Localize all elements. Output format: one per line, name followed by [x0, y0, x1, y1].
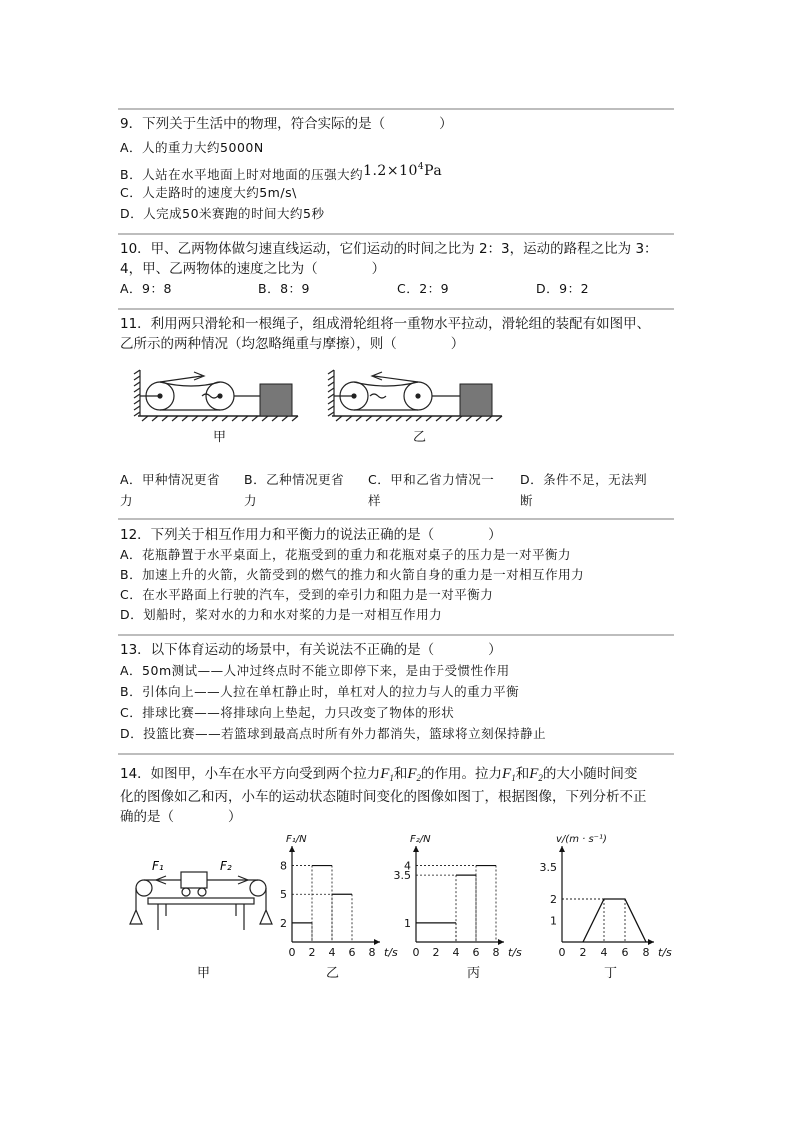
q14-f1-symbol	[502, 766, 516, 782]
x-tick-label: 8	[492, 946, 500, 959]
x-axis-label: t/s	[658, 946, 672, 959]
q11-option-d-line2[interactable]: 断	[520, 493, 534, 508]
pulley-figure-jia	[132, 366, 302, 426]
x-tick-label: 2	[579, 946, 587, 959]
f-sub: 2	[416, 773, 422, 783]
q11-stem-line1: 11．利用两只滑轮和一根绳子，组成滑轮组将一重物水平拉动，滑轮组的装配有如图甲、	[120, 316, 651, 332]
x-tick-label: 6	[472, 946, 480, 959]
q9-pressure-value	[363, 163, 442, 179]
x-axis-label: t/s	[508, 946, 522, 959]
q9-pressure-exp: 4	[417, 162, 425, 172]
q14-fig-label-jia: 甲	[197, 966, 211, 981]
q13-option-d[interactable]: D．投篮比赛——若篮球到最高点时所有外力都消失，篮球将立刻保持静止	[120, 726, 547, 741]
q10-option-b[interactable]: B．8：9	[258, 281, 310, 296]
q11-fig-label-yi: 乙	[413, 430, 427, 445]
q11-stem-line2: 乙所示的两种情况（均忽略绳重与摩擦），则（ ）	[120, 336, 465, 352]
q14-stem-line1	[120, 766, 637, 786]
x-tick-label: 6	[348, 946, 356, 959]
x-tick-label: 2	[432, 946, 440, 959]
chart-f1	[278, 834, 398, 962]
q11-option-d-line1[interactable]: D．条件不足，无法判	[520, 472, 648, 487]
q11-option-c-line2[interactable]: 样	[368, 493, 382, 508]
y-axis-label: v/(m · s⁻¹)	[556, 834, 607, 845]
q11-option-b-line2[interactable]: 力	[244, 493, 258, 508]
x-tick-label: 8	[642, 946, 650, 959]
q12-stem: 12．下列关于相互作用力和平衡力的说法正确的是（ ）	[120, 527, 502, 543]
y-tick-label: 1	[550, 914, 557, 928]
divider	[118, 108, 674, 110]
pulley-figure-yi	[326, 366, 506, 426]
cart-f1-label: F₁	[152, 859, 164, 873]
q14-stem-part-a: 14．如图甲，小车在水平方向受到两个拉力	[120, 766, 381, 782]
y-tick-label: 3.5	[539, 860, 557, 874]
x-tick-label: 6	[621, 946, 629, 959]
q14-stem-line3: 确的是（ ）	[120, 809, 242, 825]
q14-f2-symbol	[529, 766, 543, 782]
y-axis-label: F₂/N	[410, 834, 431, 845]
q9-option-c[interactable]: C．人走路时的速度大约5m/s\	[120, 185, 297, 200]
y-tick-label: 8	[280, 859, 287, 873]
q11-option-b-line1[interactable]: B．乙种情况更省	[244, 472, 345, 487]
velocity-line	[583, 899, 646, 942]
cart-f2-label: F₂	[220, 859, 232, 873]
q12-option-d[interactable]: D．划船时，桨对水的力和水对桨的力是一对相互作用力	[120, 607, 443, 622]
q14-stem-part-c: 的作用。拉力	[421, 766, 503, 782]
divider	[118, 518, 674, 520]
f-sub: 2	[538, 773, 543, 783]
q13-option-c[interactable]: C．排球比赛——将排球向上垫起，力只改变了物体的形状	[120, 705, 455, 720]
x-tick-label: 0	[288, 946, 296, 959]
divider	[118, 634, 674, 636]
f-sub: 1	[389, 773, 394, 783]
q12-option-b[interactable]: B．加速上升的火箭，火箭受到的燃气的推力和火箭自身的重力是一对相互作用力	[120, 567, 585, 582]
q9-option-b[interactable]	[120, 163, 442, 183]
q14-f2-symbol	[407, 766, 421, 782]
q10-option-c[interactable]: C．2：9	[397, 281, 450, 296]
x-tick-label: 4	[328, 946, 336, 959]
y-tick-label: 4	[404, 859, 411, 873]
x-axis-label: t/s	[384, 946, 398, 959]
x-tick-label: 2	[308, 946, 316, 959]
y-axis-arrow	[289, 846, 295, 852]
x-tick-label: 0	[558, 946, 566, 959]
q14-stem-part-e: 的大小随时间变	[542, 766, 638, 782]
q13-option-a[interactable]: A．50m测试——人冲过终点时不能立即停下来，是由于受惯性作用	[120, 663, 510, 678]
y-axis-arrow	[413, 846, 419, 852]
chart-velocity	[530, 834, 680, 962]
y-tick-label: 2	[550, 893, 557, 906]
x-axis-arrow	[648, 939, 654, 945]
divider	[118, 308, 674, 310]
q9-option-a[interactable]: A．人的重力大约5000N	[120, 140, 264, 155]
q10-option-d[interactable]: D．9：2	[536, 281, 590, 296]
y-axis-label: F₁/N	[286, 834, 307, 845]
q14-fig-label-bing: 丙	[467, 966, 481, 981]
q14-stem-part-b: 和	[393, 766, 408, 782]
q9-pressure-unit: Pa	[424, 163, 443, 179]
q14-stem-line2: 化的图像如乙和丙，小车的运动状态随时间变化的图像如图丁，根据图像，下列分析不正	[120, 789, 647, 805]
q11-option-a-line1[interactable]: A．甲种情况更省	[120, 472, 221, 487]
q14-fig-label-yi: 乙	[326, 966, 340, 981]
q14-f1-symbol	[380, 766, 394, 782]
x-tick-label: 0	[412, 946, 420, 959]
chart-f2	[393, 834, 522, 962]
q12-option-c[interactable]: C．在水平路面上行驶的汽车，受到的牵引力和阻力是一对平衡力	[120, 587, 494, 602]
q11-option-a-line2[interactable]: 力	[120, 493, 134, 508]
y-tick-label: 2	[280, 916, 287, 930]
q9-option-b-text: B．人站在水平地面上时对地面的压强大约	[120, 167, 364, 182]
x-tick-label: 4	[600, 946, 608, 959]
q9-pressure-coef: 1.2×10	[363, 163, 418, 179]
q10-option-a[interactable]: A．9：8	[120, 281, 172, 296]
x-tick-label: 4	[452, 946, 460, 959]
y-tick-label: 5	[280, 888, 287, 902]
q13-stem: 13．以下体育运动的场景中，有关说法不正确的是（ ）	[120, 642, 502, 658]
q10-stem-line1: 10．甲、乙两物体做匀速直线运动，它们运动的时间之比为 2：3，运动的路程之比为 3：	[120, 241, 658, 257]
x-tick-label: 8	[368, 946, 376, 959]
q11-option-c-line1[interactable]: C．甲和乙省力情况一	[368, 472, 495, 487]
f-sub: 1	[511, 773, 516, 783]
q9-option-d[interactable]: D．人完成50米赛跑的时间大约5秒	[120, 206, 325, 221]
q10-stem-line2: 4，甲、乙两物体的速度之比为（ ）	[120, 261, 386, 277]
divider	[118, 233, 674, 235]
y-axis-arrow	[559, 846, 565, 852]
divider	[118, 753, 674, 755]
x-axis-arrow	[374, 939, 380, 945]
f-letter: F	[380, 766, 390, 782]
f-letter: F	[502, 766, 512, 782]
f-letter: F	[407, 766, 417, 782]
y-tick-label: 1	[404, 916, 411, 930]
f-letter: F	[529, 766, 539, 782]
y-tick-label: 3.5	[393, 869, 411, 883]
q12-option-a[interactable]: A．花瓶静置于水平桌面上，花瓶受到的重力和花瓶对桌子的压力是一对平衡力	[120, 547, 572, 562]
x-axis-arrow	[498, 939, 504, 945]
q11-fig-label-jia: 甲	[213, 430, 227, 445]
q9-stem: 9．下列关于生活中的物理，符合实际的是（ ）	[120, 116, 453, 132]
q14-fig-label-ding: 丁	[604, 966, 618, 981]
q14-stem-part-d: 和	[515, 766, 530, 782]
cart-figure	[126, 850, 276, 940]
q13-option-b[interactable]: B．引体向上——人拉在单杠静止时，单杠对人的拉力与人的重力平衡	[120, 684, 520, 699]
